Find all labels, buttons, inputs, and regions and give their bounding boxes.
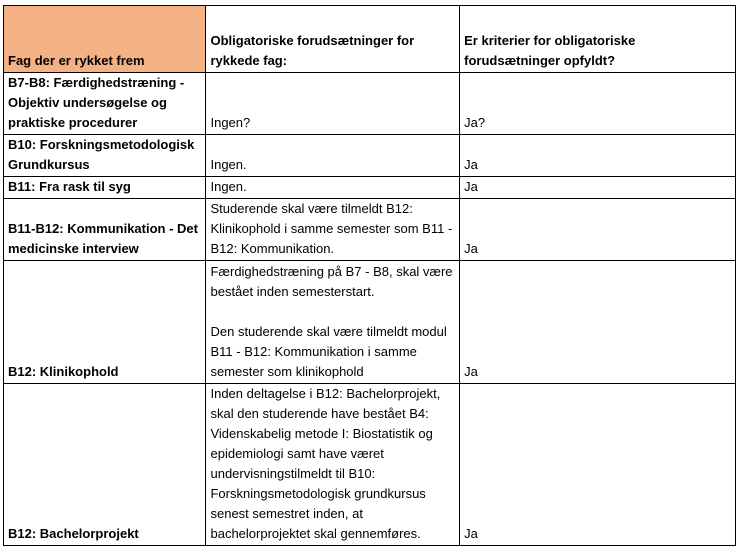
subject-cell: B11: Fra rask til syg xyxy=(4,177,206,199)
criteria-met-cell: Ja xyxy=(460,261,736,384)
subject-cell: B7-B8: Færdighedstræning - Objektiv undersøgelse og praktiske procedurer xyxy=(4,73,206,135)
prerequisite-cell xyxy=(206,261,460,384)
criteria-met-cell: Ja xyxy=(460,384,736,546)
paragraph-spacer xyxy=(210,302,456,322)
table-row xyxy=(4,135,736,177)
header-criteria-met-cell: Er kriterier for obligatoriske forudsætninger opfyldt? xyxy=(460,6,736,73)
header-subject-cell: Fag der er rykket frem xyxy=(4,6,206,73)
table-row xyxy=(4,261,736,384)
prerequisite-paragraph: Færdighedstræning på B7 - B8, skal være bestået inden semesterstart. xyxy=(210,264,453,299)
subject-cell: B11-B12: Kommunikation - Det medicinske interview xyxy=(4,199,206,261)
prerequisite-cell: Ingen? xyxy=(206,73,460,135)
subject-cell: B12: Bachelorprojekt xyxy=(4,384,206,546)
subject-cell: B12: Klinikophold xyxy=(4,261,206,384)
prerequisite-cell: Ingen. xyxy=(206,177,460,199)
header-row xyxy=(4,6,736,73)
prerequisite-cell: Studerende skal være tilmeldt B12: Klinikophold i samme semester som B11 - B12: Kommunikation. xyxy=(206,199,460,261)
criteria-met-cell: Ja xyxy=(460,135,736,177)
criteria-met-cell: Ja? xyxy=(460,73,736,135)
prerequisite-cell: Ingen. xyxy=(206,135,460,177)
header-prerequisites-cell: Obligatoriske forudsætninger for rykkede fag: xyxy=(206,6,460,73)
subject-cell: B10: Forskningsmetodologisk Grundkursus xyxy=(4,135,206,177)
criteria-met-cell: Ja xyxy=(460,199,736,261)
prerequisite-paragraph: Den studerende skal være tilmeldt modul B11 - B12: Kommunikation i samme semester som klinikophold xyxy=(210,324,447,379)
table-row xyxy=(4,73,736,135)
table-row xyxy=(4,177,736,199)
criteria-met-cell: Ja xyxy=(460,177,736,199)
table-row xyxy=(4,199,736,261)
table-row xyxy=(4,384,736,546)
prerequisites-table xyxy=(3,5,736,546)
prerequisite-cell: Inden deltagelse i B12: Bachelorprojekt, skal den studerende have bestået B4: Videnskabelig metode I: Biostatistik og epidemiologi samt have været undervisningstilmeldt til B10: Forskningsmetodologisk grundkursus senest semestret inden, at bachelorprojektet skal gennemføres. xyxy=(206,384,460,546)
